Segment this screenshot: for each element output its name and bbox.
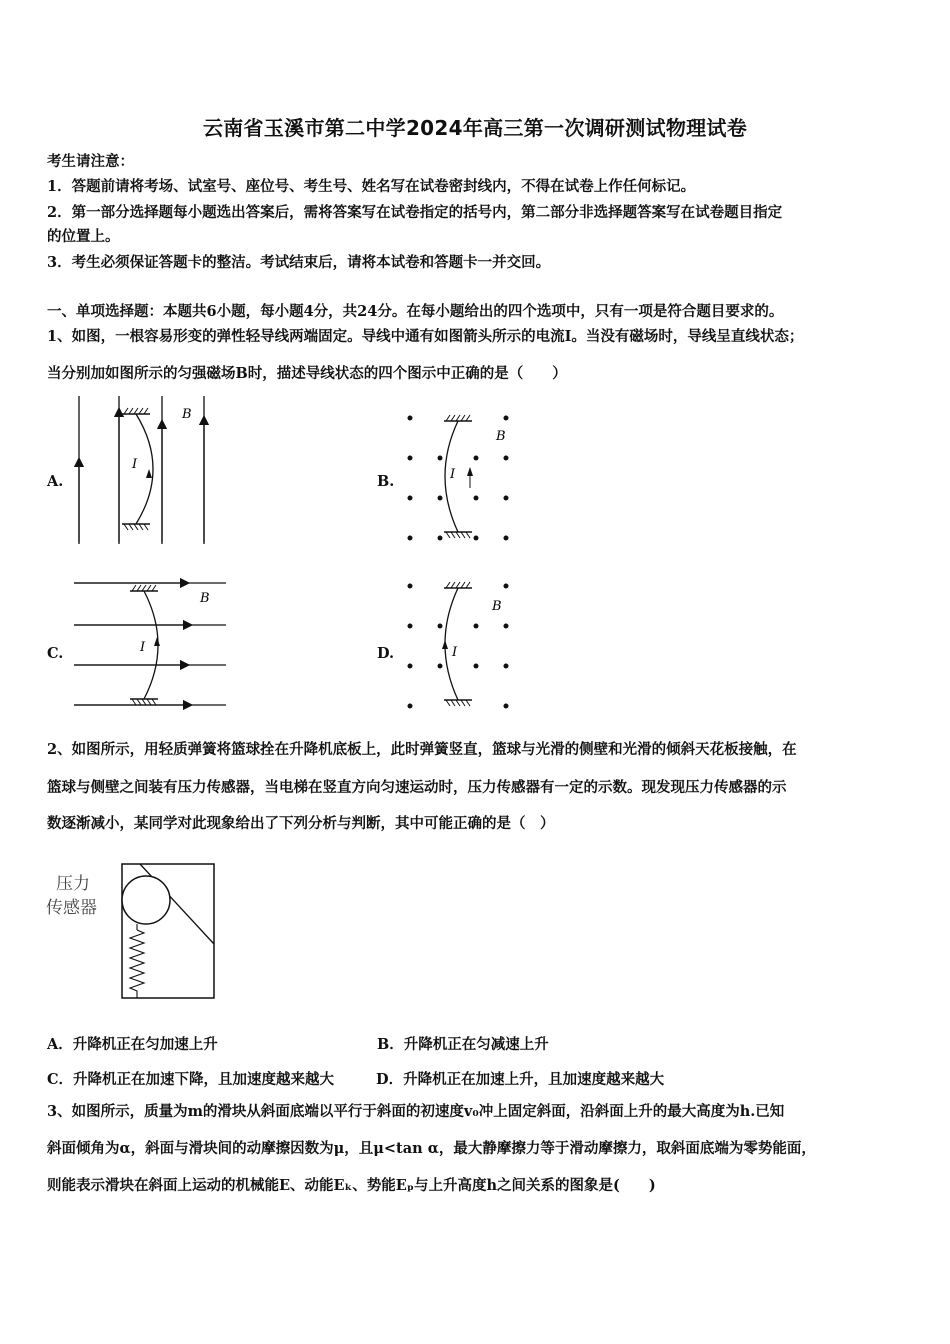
q1-option-d-label: D. <box>377 645 395 662</box>
q2-text-line-1: 2、如图所示，用轻质弹簧将篮球拴在升降机底板上，此时弹簧竖直，篮球与光滑的侧壁和光滑的倾斜天花板接触，在 <box>47 741 797 758</box>
field-label: B <box>496 429 506 444</box>
q1-figure-c <box>70 575 230 710</box>
field-label: B <box>182 407 192 422</box>
wire <box>445 588 458 700</box>
basketball <box>122 876 170 924</box>
notice-item-1: 1．答题前请将考场、试室号、座位号、考生号、姓名写在试卷密封线内，不得在试卷上作任何标记。 <box>47 178 696 195</box>
current-arrow <box>442 640 448 649</box>
sensor-label-line-2: 传感器 <box>46 898 97 918</box>
notice-item-2: 2．第一部分选择题每小题选出答案后，需将答案写在试卷指定的括号内，第二部分非选择题答案写在试卷题目指定 <box>47 204 783 221</box>
q1-text-line-1: 1、如图，一根容易形变的弹性轻导线两端固定。导线中通有如图箭头所示的电流I。当没有磁场时，导线呈直线状态； <box>47 328 804 345</box>
q2-option-c: C．升降机正在加速下降，且加速度越来越大 <box>47 1071 335 1088</box>
current-label: I <box>132 457 138 472</box>
q2-option-d: D．升降机正在加速上升，且加速度越来越大 <box>376 1071 665 1088</box>
current-arrow <box>154 637 160 646</box>
field-dots <box>408 416 509 541</box>
q2-text-line-3: 数逐渐减小，某同学对此现象给出了下列分析与判断，其中可能正确的是（ ） <box>47 815 555 832</box>
q3-text-line-3: 则能表示滑块在斜面上运动的机械能E、动能Eₖ、势能Eₚ与上升高度h之间关系的图象是( ) <box>47 1177 656 1194</box>
current-label: I <box>452 645 458 660</box>
q3-text-line-2: 斜面倾角为α，斜面与滑块间的动摩擦因数为μ，且μ<tan α，最大静摩擦力等于滑动摩擦力，取斜面底端为零势能面， <box>47 1140 816 1157</box>
current-label: I <box>450 467 456 482</box>
q2-figure <box>40 858 220 1004</box>
notice-item-3: 3．考生必须保证答题卡的整洁。考试结束后，请将本试卷和答题卡一并交回。 <box>47 254 551 271</box>
sensor-label-line-1: 压力 <box>56 874 90 894</box>
q2-option-b: B．升降机正在匀减速上升 <box>377 1036 549 1053</box>
page-title: 云南省玉溪市第二中学2024年高三第一次调研测试物理试卷 <box>202 116 748 140</box>
q1-text-line-2: 当分别加如图所示的匀强磁场B时，描述导线状态的四个图示中正确的是（ ） <box>47 365 567 382</box>
q1-option-c-label: C. <box>47 645 64 662</box>
q1-option-a-label: A. <box>47 473 64 490</box>
q1-option-b-label: B. <box>377 473 395 490</box>
notice-heading: 考生请注意： <box>47 153 134 170</box>
q2-option-a: A．升降机正在匀加速上升 <box>47 1036 218 1053</box>
field-label: B <box>200 591 210 606</box>
q3-text-line-1: 3、如图所示，质量为m的滑块从斜面底端以平行于斜面的初速度v₀冲上固定斜面，沿斜面上升的最大高度为h.已知 <box>47 1103 785 1120</box>
spring <box>130 930 144 998</box>
current-arrow <box>146 469 152 478</box>
current-label: I <box>140 640 146 655</box>
q1-figure-b <box>398 408 523 548</box>
section-heading: 一、单项选择题：本题共6小题，每小题4分，共24分。在每小题给出的四个选项中，只有一项是符合题目要求的。 <box>47 303 784 320</box>
notice-item-2-cont: 的位置上。 <box>47 228 120 245</box>
q1-figure-a <box>70 392 220 548</box>
field-label: B <box>492 599 502 614</box>
q1-figure-d <box>398 576 523 716</box>
q2-text-line-2: 篮球与侧壁之间装有压力传感器，当电梯在竖直方向匀速运动时，压力传感器有一定的示数。现发现压力传感器的示 <box>47 779 787 796</box>
wire <box>136 414 153 524</box>
